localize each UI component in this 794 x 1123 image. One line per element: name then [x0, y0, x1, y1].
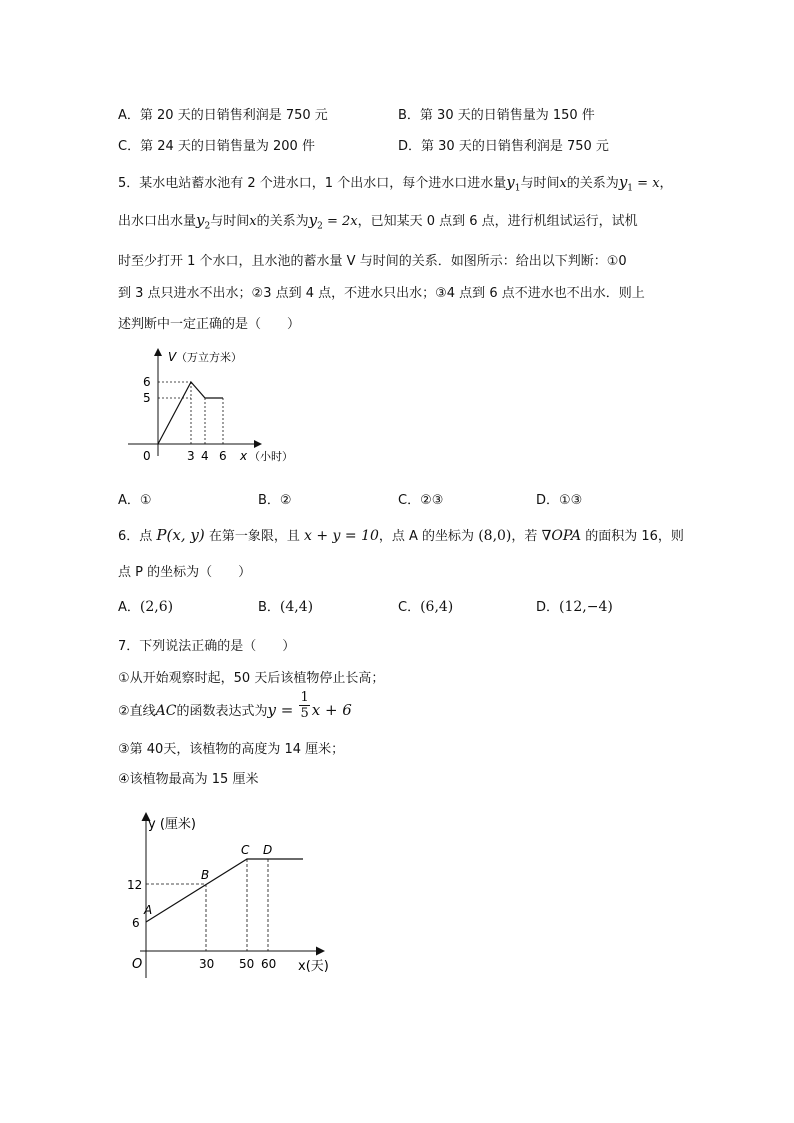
- q5-xtick-6: 6: [219, 449, 227, 463]
- q5-xtick-4: 4: [201, 449, 209, 463]
- q7-origin: O: [132, 957, 143, 972]
- q5-option-c: C．②③: [398, 493, 444, 508]
- q5-option-d: D．①③: [536, 493, 583, 508]
- q4-option-a: A．第 20 天的日销售利润是 750 元: [118, 108, 328, 123]
- q7-ylabel: y (厘米): [148, 817, 196, 832]
- q5-line-2: 出水口出水量$y_2$与时间x的关系为$y_2 = 2x$，已知某天 0 点到 6 点，进行机组试运行，试机: [118, 211, 638, 232]
- q5-ylabel-var: V: [168, 350, 177, 364]
- q5-chart: [118, 340, 318, 470]
- q5-line-4: 到 3 点只进水不出水；②3 点到 4 点，不进水只出水；③4 点到 6 点不进水也不出水．则上: [118, 286, 645, 301]
- q4-option-c: C．第 24 天的日销售量为 200 件: [118, 139, 315, 154]
- q6-option-c: C．(6,4): [398, 599, 454, 615]
- q7-xtick-50: 50: [239, 957, 255, 971]
- q7-point-d: D: [263, 843, 273, 857]
- q7-chart: [118, 808, 348, 988]
- q5-graph-line: [158, 382, 223, 444]
- q4-option-b: B．第 30 天的日销售量为 150 件: [398, 108, 595, 123]
- q7-statement-2: ②直线AC的函数表达式为y = $\frac{1}{5}$ x + 6: [118, 690, 352, 721]
- q7-statement-4: ④该植物最高为 15 厘米: [118, 772, 259, 787]
- q7-graph-line: [146, 859, 303, 922]
- q5-xlabel-var: x: [240, 449, 248, 463]
- q7-xlabel: x(天): [298, 959, 329, 974]
- q7-point-a: A: [144, 903, 153, 917]
- q5-option-b: B．②: [258, 493, 292, 508]
- q5-ytick-5: 5: [143, 391, 151, 405]
- q5-origin: 0: [143, 449, 151, 463]
- q7-ytick-6: 6: [132, 916, 140, 930]
- q5-xtick-3: 3: [187, 449, 195, 463]
- q5-option-a: A．①: [118, 493, 152, 508]
- fraction: $\frac{1}{5}$: [300, 690, 309, 721]
- q6-option-a: A．(2,6): [118, 599, 174, 615]
- q5-ylabel-unit: （万立方米）: [176, 351, 242, 364]
- q5-ytick-6: 6: [143, 375, 151, 389]
- q7-statement-3: ③第 40天，该植物的高度为 14 厘米；: [118, 742, 345, 757]
- q5-xlabel-unit: （小时）: [249, 450, 293, 463]
- q7-title: 7．下列说法正确的是（ ）: [118, 639, 296, 654]
- q6-line-1: 6．点 P(x, y) 在第一象限，且 x + y = 10，点 A 的坐标为 (8,0)，若 ∇OPA 的面积为 16，则: [118, 526, 684, 544]
- q7-point-b: B: [201, 868, 210, 882]
- q7-xtick-30: 30: [199, 957, 215, 971]
- q5-line-1: 5．某水电站蓄水池有 2 个进水口，1 个出水口，每个进水口进水量$y_1$与时间x的关系为$y_1 = x$，: [118, 173, 673, 194]
- q7-statement-1: ①从开始观察时起，50 天后该植物停止长高；: [118, 671, 385, 686]
- q6-option-b: B．(4,4): [258, 599, 314, 615]
- q5-line-3: 时至少打开 1 个水口，且水池的蓄水量 V 与时间的关系．如图所示：给出以下判断：①0: [118, 254, 627, 269]
- q6-option-d: D．(12,−4): [536, 599, 613, 615]
- q7-point-c: C: [241, 843, 250, 857]
- q7-xtick-60: 60: [261, 957, 277, 971]
- q4-option-d: D．第 30 天的日销售利润是 750 元: [398, 139, 609, 154]
- q5-line-5: 述判断中一定正确的是（ ）: [118, 317, 301, 332]
- q7-ytick-12: 12: [127, 878, 143, 892]
- q6-line-2: 点 P 的坐标为（ ）: [118, 565, 252, 580]
